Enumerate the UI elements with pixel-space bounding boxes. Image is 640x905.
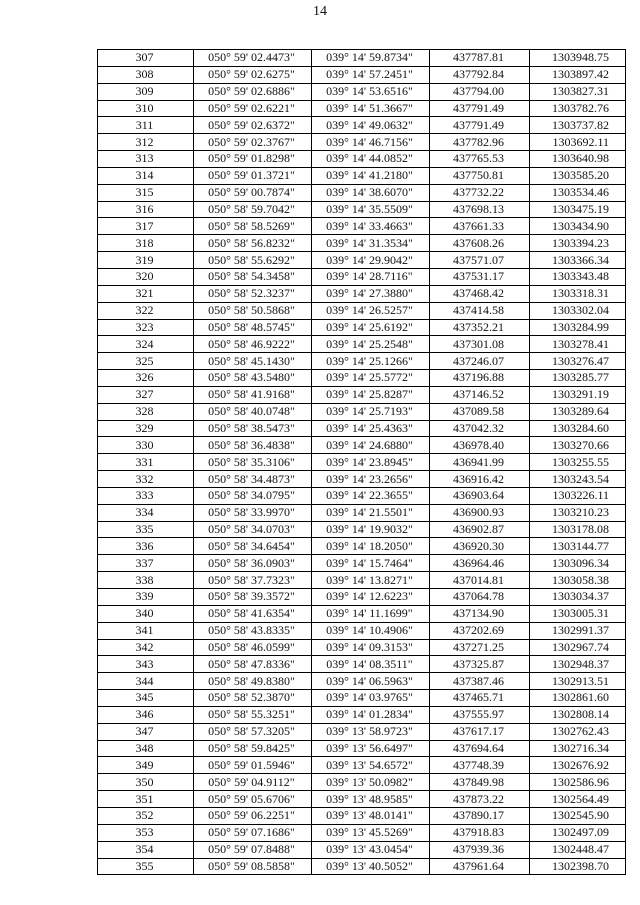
longitude-cell: 039° 13' 48.0141": [312, 807, 430, 824]
table-row: [98, 454, 626, 471]
x-coordinate-cell: 437791.49: [430, 100, 530, 117]
point-number-cell: 308: [98, 66, 194, 83]
x-coordinate-cell: 437352.21: [430, 319, 530, 336]
x-coordinate-cell: 437064.78: [430, 589, 530, 606]
y-coordinate-cell: 1302398.70: [530, 858, 626, 875]
table-row: [98, 673, 626, 690]
y-coordinate-cell: 1303284.99: [530, 319, 626, 336]
longitude-cell: 039° 14' 25.5772": [312, 370, 430, 387]
longitude-cell: 039° 14' 28.7116": [312, 268, 430, 285]
latitude-cell: 050° 58' 34.4873": [194, 471, 312, 488]
table-row: [98, 134, 626, 151]
latitude-cell: 050° 58' 59.7042": [194, 201, 312, 218]
longitude-cell: 039° 14' 01.2834": [312, 706, 430, 723]
table-row: [98, 201, 626, 218]
table-row: [98, 252, 626, 269]
point-number-cell: 329: [98, 420, 194, 437]
table-row: [98, 100, 626, 117]
point-number-cell: 352: [98, 807, 194, 824]
y-coordinate-cell: 1302808.14: [530, 706, 626, 723]
longitude-cell: 039° 14' 11.1699": [312, 605, 430, 622]
longitude-cell: 039° 14' 25.2548": [312, 336, 430, 353]
latitude-cell: 050° 59' 02.3767": [194, 134, 312, 151]
latitude-cell: 050° 59' 07.8488": [194, 841, 312, 858]
longitude-cell: 039° 14' 21.5501": [312, 504, 430, 521]
y-coordinate-cell: 1303366.34: [530, 252, 626, 269]
latitude-cell: 050° 58' 47.8336": [194, 656, 312, 673]
table-row: [98, 386, 626, 403]
y-coordinate-cell: 1303948.75: [530, 50, 626, 67]
x-coordinate-cell: 437782.96: [430, 134, 530, 151]
y-coordinate-cell: 1303284.60: [530, 420, 626, 437]
table-row: [98, 370, 626, 387]
table-row: [98, 723, 626, 740]
x-coordinate-cell: 437301.08: [430, 336, 530, 353]
point-number-cell: 336: [98, 538, 194, 555]
latitude-cell: 050° 58' 33.9970": [194, 504, 312, 521]
coordinates-table: [97, 49, 626, 875]
point-number-cell: 343: [98, 656, 194, 673]
longitude-cell: 039° 14' 35.5509": [312, 201, 430, 218]
x-coordinate-cell: 437468.42: [430, 285, 530, 302]
y-coordinate-cell: 1303243.54: [530, 471, 626, 488]
latitude-cell: 050° 59' 02.6886": [194, 83, 312, 100]
table-row: [98, 690, 626, 707]
longitude-cell: 039° 13' 58.9723": [312, 723, 430, 740]
x-coordinate-cell: 437146.52: [430, 386, 530, 403]
x-coordinate-cell: 437271.25: [430, 639, 530, 656]
latitude-cell: 050° 59' 05.6706": [194, 791, 312, 808]
longitude-cell: 039° 14' 13.8271": [312, 572, 430, 589]
table-row: [98, 117, 626, 134]
table-row: [98, 184, 626, 201]
latitude-cell: 050° 58' 36.4838": [194, 437, 312, 454]
table-row: [98, 235, 626, 252]
point-number-cell: 332: [98, 471, 194, 488]
y-coordinate-cell: 1303318.31: [530, 285, 626, 302]
longitude-cell: 039° 14' 08.3511": [312, 656, 430, 673]
point-number-cell: 328: [98, 403, 194, 420]
point-number-cell: 338: [98, 572, 194, 589]
table-row: [98, 487, 626, 504]
y-coordinate-cell: 1303096.34: [530, 555, 626, 572]
longitude-cell: 039° 13' 54.6572": [312, 757, 430, 774]
table-row: [98, 589, 626, 606]
longitude-cell: 039° 14' 23.2656": [312, 471, 430, 488]
y-coordinate-cell: 1302967.74: [530, 639, 626, 656]
x-coordinate-cell: 437325.87: [430, 656, 530, 673]
latitude-cell: 050° 59' 07.1686": [194, 824, 312, 841]
table-row: [98, 50, 626, 67]
table-row: [98, 420, 626, 437]
longitude-cell: 039° 14' 22.3655": [312, 487, 430, 504]
latitude-cell: 050° 59' 02.4473": [194, 50, 312, 67]
longitude-cell: 039° 13' 43.0454": [312, 841, 430, 858]
longitude-cell: 039° 13' 48.9585": [312, 791, 430, 808]
table-row: [98, 302, 626, 319]
longitude-cell: 039° 14' 53.6516": [312, 83, 430, 100]
latitude-cell: 050° 58' 49.8380": [194, 673, 312, 690]
table-row: [98, 521, 626, 538]
point-number-cell: 354: [98, 841, 194, 858]
longitude-cell: 039° 14' 18.2050": [312, 538, 430, 555]
longitude-cell: 039° 14' 25.1266": [312, 353, 430, 370]
point-number-cell: 326: [98, 370, 194, 387]
longitude-cell: 039° 14' 19.9032": [312, 521, 430, 538]
x-coordinate-cell: 437042.32: [430, 420, 530, 437]
longitude-cell: 039° 14' 33.4663": [312, 218, 430, 235]
latitude-cell: 050° 59' 02.6372": [194, 117, 312, 134]
x-coordinate-cell: 437531.17: [430, 268, 530, 285]
longitude-cell: 039° 14' 26.5257": [312, 302, 430, 319]
x-coordinate-cell: 437918.83: [430, 824, 530, 841]
point-number-cell: 307: [98, 50, 194, 67]
table-row: [98, 656, 626, 673]
latitude-cell: 050° 58' 41.6354": [194, 605, 312, 622]
latitude-cell: 050° 58' 55.6292": [194, 252, 312, 269]
y-coordinate-cell: 1302716.34: [530, 740, 626, 757]
latitude-cell: 050° 58' 38.5473": [194, 420, 312, 437]
x-coordinate-cell: 437387.46: [430, 673, 530, 690]
latitude-cell: 050° 59' 01.3721": [194, 167, 312, 184]
longitude-cell: 039° 14' 25.7193": [312, 403, 430, 420]
y-coordinate-cell: 1303278.41: [530, 336, 626, 353]
y-coordinate-cell: 1303827.31: [530, 83, 626, 100]
y-coordinate-cell: 1303270.66: [530, 437, 626, 454]
table-row: [98, 555, 626, 572]
x-coordinate-cell: 437617.17: [430, 723, 530, 740]
longitude-cell: 039° 14' 38.6070": [312, 184, 430, 201]
longitude-cell: 039° 14' 46.7156": [312, 134, 430, 151]
x-coordinate-cell: 437196.88: [430, 370, 530, 387]
table-row: [98, 791, 626, 808]
table-row: [98, 66, 626, 83]
latitude-cell: 050° 58' 36.0903": [194, 555, 312, 572]
y-coordinate-cell: 1303585.20: [530, 167, 626, 184]
y-coordinate-cell: 1303255.55: [530, 454, 626, 471]
x-coordinate-cell: 437661.33: [430, 218, 530, 235]
x-coordinate-cell: 436964.46: [430, 555, 530, 572]
x-coordinate-cell: 437849.98: [430, 774, 530, 791]
latitude-cell: 050° 58' 59.8425": [194, 740, 312, 757]
x-coordinate-cell: 437694.64: [430, 740, 530, 757]
point-number-cell: 320: [98, 268, 194, 285]
x-coordinate-cell: 437465.71: [430, 690, 530, 707]
longitude-cell: 039° 13' 56.6497": [312, 740, 430, 757]
y-coordinate-cell: 1303343.48: [530, 268, 626, 285]
point-number-cell: 319: [98, 252, 194, 269]
latitude-cell: 050° 58' 39.3572": [194, 589, 312, 606]
point-number-cell: 321: [98, 285, 194, 302]
x-coordinate-cell: 437608.26: [430, 235, 530, 252]
x-coordinate-cell: 437765.53: [430, 151, 530, 168]
x-coordinate-cell: 436941.99: [430, 454, 530, 471]
y-coordinate-cell: 1303034.37: [530, 589, 626, 606]
latitude-cell: 050° 58' 34.6454": [194, 538, 312, 555]
page-number: 14: [313, 4, 327, 19]
longitude-cell: 039° 14' 09.3153": [312, 639, 430, 656]
point-number-cell: 317: [98, 218, 194, 235]
table-row: [98, 740, 626, 757]
y-coordinate-cell: 1303692.11: [530, 134, 626, 151]
y-coordinate-cell: 1302545.90: [530, 807, 626, 824]
table-row: [98, 622, 626, 639]
x-coordinate-cell: 437794.00: [430, 83, 530, 100]
longitude-cell: 039° 14' 25.6192": [312, 319, 430, 336]
y-coordinate-cell: 1303640.98: [530, 151, 626, 168]
point-number-cell: 313: [98, 151, 194, 168]
latitude-cell: 050° 58' 43.5480": [194, 370, 312, 387]
longitude-cell: 039° 14' 44.0852": [312, 151, 430, 168]
x-coordinate-cell: 437787.81: [430, 50, 530, 67]
table-row: [98, 336, 626, 353]
longitude-cell: 039° 14' 15.7464": [312, 555, 430, 572]
longitude-cell: 039° 14' 24.6880": [312, 437, 430, 454]
x-coordinate-cell: 436916.42: [430, 471, 530, 488]
latitude-cell: 050° 58' 55.3251": [194, 706, 312, 723]
y-coordinate-cell: 1303534.46: [530, 184, 626, 201]
y-coordinate-cell: 1302762.43: [530, 723, 626, 740]
latitude-cell: 050° 58' 43.8335": [194, 622, 312, 639]
longitude-cell: 039° 14' 31.3534": [312, 235, 430, 252]
y-coordinate-cell: 1303178.08: [530, 521, 626, 538]
x-coordinate-cell: 437134.90: [430, 605, 530, 622]
y-coordinate-cell: 1302676.92: [530, 757, 626, 774]
point-number-cell: 339: [98, 589, 194, 606]
x-coordinate-cell: 436900.93: [430, 504, 530, 521]
latitude-cell: 050° 58' 50.5868": [194, 302, 312, 319]
x-coordinate-cell: 437698.13: [430, 201, 530, 218]
y-coordinate-cell: 1302586.96: [530, 774, 626, 791]
latitude-cell: 050° 59' 02.6221": [194, 100, 312, 117]
point-number-cell: 318: [98, 235, 194, 252]
table-row: [98, 639, 626, 656]
x-coordinate-cell: 436978.40: [430, 437, 530, 454]
y-coordinate-cell: 1303302.04: [530, 302, 626, 319]
table-row: [98, 353, 626, 370]
latitude-cell: 050° 58' 46.0599": [194, 639, 312, 656]
table-row: [98, 437, 626, 454]
table-row: [98, 538, 626, 555]
x-coordinate-cell: 436903.64: [430, 487, 530, 504]
latitude-cell: 050° 58' 52.3237": [194, 285, 312, 302]
x-coordinate-cell: 437961.64: [430, 858, 530, 875]
y-coordinate-cell: 1302991.37: [530, 622, 626, 639]
latitude-cell: 050° 59' 01.8298": [194, 151, 312, 168]
longitude-cell: 039° 13' 50.0982": [312, 774, 430, 791]
longitude-cell: 039° 13' 45.5269": [312, 824, 430, 841]
point-number-cell: 327: [98, 386, 194, 403]
latitude-cell: 050° 58' 58.5269": [194, 218, 312, 235]
longitude-cell: 039° 14' 25.8287": [312, 386, 430, 403]
table-row: [98, 319, 626, 336]
y-coordinate-cell: 1302861.60: [530, 690, 626, 707]
y-coordinate-cell: 1302497.09: [530, 824, 626, 841]
x-coordinate-cell: 437748.39: [430, 757, 530, 774]
table-row: [98, 572, 626, 589]
y-coordinate-cell: 1303475.19: [530, 201, 626, 218]
point-number-cell: 342: [98, 639, 194, 656]
x-coordinate-cell: 437732.22: [430, 184, 530, 201]
point-number-cell: 340: [98, 605, 194, 622]
point-number-cell: 311: [98, 117, 194, 134]
y-coordinate-cell: 1302948.37: [530, 656, 626, 673]
table-row: [98, 824, 626, 841]
table-row: [98, 605, 626, 622]
y-coordinate-cell: 1302913.51: [530, 673, 626, 690]
x-coordinate-cell: 437873.22: [430, 791, 530, 808]
point-number-cell: 351: [98, 791, 194, 808]
latitude-cell: 050° 58' 37.7323": [194, 572, 312, 589]
latitude-cell: 050° 58' 52.3870": [194, 690, 312, 707]
table-row: [98, 757, 626, 774]
coordinates-table-body: [98, 50, 626, 875]
table-row: [98, 807, 626, 824]
table-row: [98, 841, 626, 858]
point-number-cell: 344: [98, 673, 194, 690]
y-coordinate-cell: 1303434.90: [530, 218, 626, 235]
point-number-cell: 353: [98, 824, 194, 841]
longitude-cell: 039° 14' 03.9765": [312, 690, 430, 707]
longitude-cell: 039° 14' 57.2451": [312, 66, 430, 83]
y-coordinate-cell: 1303058.38: [530, 572, 626, 589]
point-number-cell: 316: [98, 201, 194, 218]
longitude-cell: 039° 14' 49.0632": [312, 117, 430, 134]
latitude-cell: 050° 58' 46.9222": [194, 336, 312, 353]
point-number-cell: 333: [98, 487, 194, 504]
x-coordinate-cell: 437014.81: [430, 572, 530, 589]
y-coordinate-cell: 1303782.76: [530, 100, 626, 117]
table-row: [98, 774, 626, 791]
latitude-cell: 050° 58' 34.0795": [194, 487, 312, 504]
point-number-cell: 335: [98, 521, 194, 538]
point-number-cell: 337: [98, 555, 194, 572]
x-coordinate-cell: 437890.17: [430, 807, 530, 824]
table-row: [98, 858, 626, 875]
point-number-cell: 322: [98, 302, 194, 319]
point-number-cell: 355: [98, 858, 194, 875]
point-number-cell: 350: [98, 774, 194, 791]
longitude-cell: 039° 14' 51.3667": [312, 100, 430, 117]
point-number-cell: 312: [98, 134, 194, 151]
latitude-cell: 050° 58' 40.0748": [194, 403, 312, 420]
y-coordinate-cell: 1302448.47: [530, 841, 626, 858]
latitude-cell: 050° 59' 08.5858": [194, 858, 312, 875]
x-coordinate-cell: 437089.58: [430, 403, 530, 420]
table-row: [98, 504, 626, 521]
table-row: [98, 471, 626, 488]
point-number-cell: 325: [98, 353, 194, 370]
longitude-cell: 039° 14' 06.5963": [312, 673, 430, 690]
latitude-cell: 050° 59' 00.7874": [194, 184, 312, 201]
table-row: [98, 285, 626, 302]
point-number-cell: 323: [98, 319, 194, 336]
table-row: [98, 83, 626, 100]
y-coordinate-cell: 1303897.42: [530, 66, 626, 83]
latitude-cell: 050° 58' 45.1430": [194, 353, 312, 370]
x-coordinate-cell: 436920.30: [430, 538, 530, 555]
point-number-cell: 347: [98, 723, 194, 740]
longitude-cell: 039° 14' 12.6223": [312, 589, 430, 606]
y-coordinate-cell: 1303291.19: [530, 386, 626, 403]
table-row: [98, 706, 626, 723]
y-coordinate-cell: 1303276.47: [530, 353, 626, 370]
longitude-cell: 039° 14' 23.8945": [312, 454, 430, 471]
longitude-cell: 039° 14' 25.4363": [312, 420, 430, 437]
x-coordinate-cell: 437202.69: [430, 622, 530, 639]
y-coordinate-cell: 1303210.23: [530, 504, 626, 521]
point-number-cell: 349: [98, 757, 194, 774]
latitude-cell: 050° 59' 02.6275": [194, 66, 312, 83]
y-coordinate-cell: 1302564.49: [530, 791, 626, 808]
latitude-cell: 050° 58' 48.5745": [194, 319, 312, 336]
latitude-cell: 050° 59' 01.5946": [194, 757, 312, 774]
longitude-cell: 039° 13' 40.5052": [312, 858, 430, 875]
latitude-cell: 050° 58' 54.3458": [194, 268, 312, 285]
point-number-cell: 315: [98, 184, 194, 201]
x-coordinate-cell: 436902.87: [430, 521, 530, 538]
y-coordinate-cell: 1303226.11: [530, 487, 626, 504]
longitude-cell: 039° 14' 59.8734": [312, 50, 430, 67]
point-number-cell: 345: [98, 690, 194, 707]
point-number-cell: 348: [98, 740, 194, 757]
latitude-cell: 050° 59' 04.9112": [194, 774, 312, 791]
longitude-cell: 039° 14' 29.9042": [312, 252, 430, 269]
y-coordinate-cell: 1303005.31: [530, 605, 626, 622]
x-coordinate-cell: 437792.84: [430, 66, 530, 83]
point-number-cell: 309: [98, 83, 194, 100]
point-number-cell: 314: [98, 167, 194, 184]
point-number-cell: 334: [98, 504, 194, 521]
point-number-cell: 330: [98, 437, 194, 454]
table-row: [98, 167, 626, 184]
y-coordinate-cell: 1303737.82: [530, 117, 626, 134]
point-number-cell: 331: [98, 454, 194, 471]
x-coordinate-cell: 437246.07: [430, 353, 530, 370]
longitude-cell: 039° 14' 10.4906": [312, 622, 430, 639]
longitude-cell: 039° 14' 41.2180": [312, 167, 430, 184]
latitude-cell: 050° 58' 56.8232": [194, 235, 312, 252]
longitude-cell: 039° 14' 27.3880": [312, 285, 430, 302]
point-number-cell: 341: [98, 622, 194, 639]
y-coordinate-cell: 1303394.23: [530, 235, 626, 252]
x-coordinate-cell: 437571.07: [430, 252, 530, 269]
x-coordinate-cell: 437750.81: [430, 167, 530, 184]
latitude-cell: 050° 58' 41.9168": [194, 386, 312, 403]
latitude-cell: 050° 58' 57.3205": [194, 723, 312, 740]
y-coordinate-cell: 1303144.77: [530, 538, 626, 555]
y-coordinate-cell: 1303289.64: [530, 403, 626, 420]
x-coordinate-cell: 437414.58: [430, 302, 530, 319]
x-coordinate-cell: 437939.36: [430, 841, 530, 858]
point-number-cell: 310: [98, 100, 194, 117]
table-row: [98, 218, 626, 235]
x-coordinate-cell: 437791.49: [430, 117, 530, 134]
table-row: [98, 151, 626, 168]
point-number-cell: 324: [98, 336, 194, 353]
table-row: [98, 268, 626, 285]
latitude-cell: 050° 59' 06.2251": [194, 807, 312, 824]
latitude-cell: 050° 58' 35.3106": [194, 454, 312, 471]
x-coordinate-cell: 437555.97: [430, 706, 530, 723]
y-coordinate-cell: 1303285.77: [530, 370, 626, 387]
latitude-cell: 050° 58' 34.0703": [194, 521, 312, 538]
table-row: [98, 403, 626, 420]
point-number-cell: 346: [98, 706, 194, 723]
